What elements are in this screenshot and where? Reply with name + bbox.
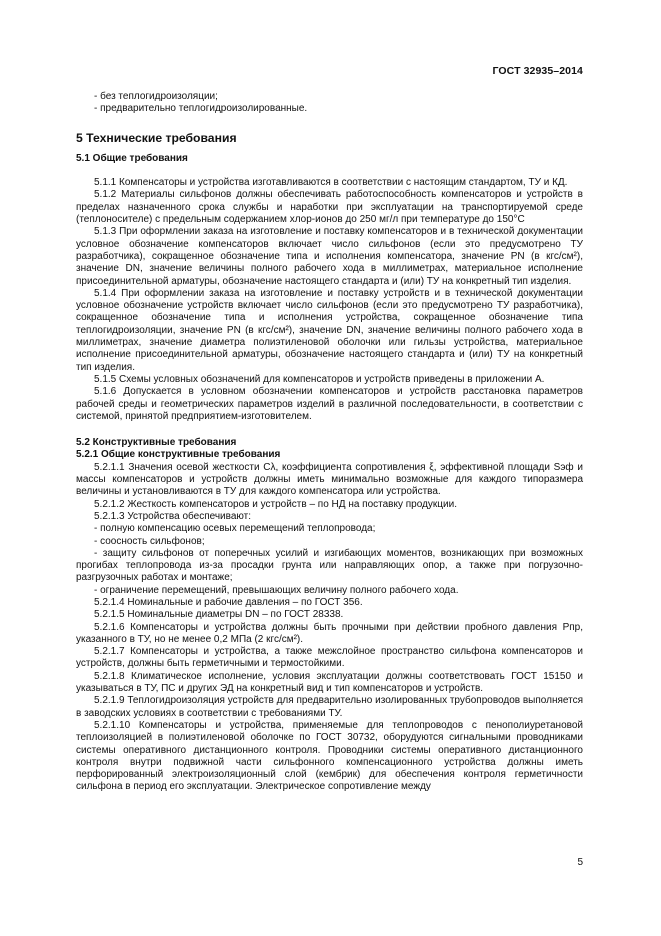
standard-designation: ГОСТ 32935–2014 xyxy=(492,65,583,77)
subsection-heading: 5.2 Конструктивные требования xyxy=(76,437,237,449)
list-item: - полную компенсацию осевых перемещений теплопровода; xyxy=(94,523,376,535)
list-item: - соосность сильфонов; xyxy=(94,535,205,547)
paragraph-5-2-1-7: 5.2.1.7 Компенсаторы и устройства, а также межслойное пространство сильфона компенсаторов и устройств, должны быть герметичными и термостойкими. xyxy=(76,646,583,670)
paragraph-5-2-1-3: 5.2.1.3 Устройства обеспечивают: xyxy=(94,510,252,522)
page-number: 5 xyxy=(577,857,583,868)
paragraph-5-2-1-6: 5.2.1.6 Компенсаторы и устройства должны быть прочными при действии пробного давления Pпр, указанного в ТУ, но не менее 0,2 МПа (2 кгс/см²). xyxy=(76,621,583,645)
paragraph-5-2-1-2: 5.2.1.2 Жесткость компенсаторов и устройств – по НД на поставку продукции. xyxy=(94,498,457,510)
list-item: - ограничение перемещений, превышающих величину полного рабочего хода. xyxy=(94,584,459,596)
paragraph-5-2-1-10: 5.2.1.10 Компенсаторы и устройства, применяемые для теплопроводов с пенополиуретановой теплоизоляцией в полиэтиленовой оболочке по ГОСТ 30732, оборудуются сигнальными проводниками системы оперативного дистанционного контроля. Проводники системы оперативного дистанционного контроля внутри подвижной части сильфонного компенсационного устройства должны иметь перфорированный электроизоляционный слой (кембрик) для обеспечения контроля герметичности сильфона в период его эксплуатации. Электрическое сопротивление между xyxy=(76,719,583,793)
document-body xyxy=(76,91,583,794)
paragraph-5-1-2: 5.1.2 Материалы сильфонов должны обеспечивать работоспособность компенсаторов и устройств в пределах назначенного срока службы и наработки при эксплуатации на транспортируемой среде (теплоносителе) с предельным содержанием хлор-ионов до 250 мг/л при температуре до 150°С xyxy=(76,189,583,226)
paragraph-5-1-3: 5.1.3 При оформлении заказа на изготовление и поставку компенсаторов и в технической документации условное обозначение компенсаторов включает число сильфонов (если это предусмотрено ТУ разработчика), сокращенное обозначение типа и исполнения компенсатора, значение PN (в кгс/см²), значение DN, значение величины полного рабочего хода в миллиметрах, материальное исполнение присоединительной арматуры, обозначение настоящего стандарта и (или) ТУ на конкретный тип изделия. xyxy=(76,226,583,287)
paragraph-5-2-1-4: 5.2.1.4 Номинальные и рабочие давления – по ГОСТ 356. xyxy=(94,596,363,608)
clause-heading: 5.2.1 Общие конструктивные требования xyxy=(76,449,281,461)
subsection-heading: 5.1 Общие требования xyxy=(76,152,188,164)
section-heading: 5 Технические требования xyxy=(76,130,237,145)
paragraph-5-1-4: 5.1.4 При оформлении заказа на изготовление и поставку устройств и в технической документации условное обозначение устройств включает число сильфонов (если это предусмотрено ТУ разработчика), сокращенное обозначение типа и исполнения устройства, сокращенное обозначение типа теплогидроизоляции, значение PN (в кгс/см²), значение DN, значение величины полного рабочего хода в миллиметрах, значение диаметра полиэтиленовой оболочки или гильзы устройства, материальное исполнение присоединительной арматуры, обозначение настоящего стандарта и (или) ТУ на конкретный тип изделия. xyxy=(76,287,583,373)
list-item: - без теплогидроизоляции; xyxy=(94,91,218,102)
paragraph-5-2-1-9: 5.2.1.9 Теплогидроизоляция устройств для предварительно изолированных трубопроводов выполняется в заводских условиях в соответствии с требованиями ТУ. xyxy=(76,695,583,719)
paragraph-5-1-6: 5.1.6 Допускается в условном обозначении компенсаторов и устройств расстановка параметров рабочей среды и геометрических параметров изделий в различной последовательности, в соответствии с системой, принятой предприятием-изготовителем. xyxy=(76,386,583,422)
list-item: - предварительно теплогидроизолированные. xyxy=(94,103,308,115)
paragraph-5-2-1-1: 5.2.1.1 Значения осевой жесткости Cλ, коэффициента сопротивления ξ, эффективной площади Sэф и массы компенсаторов и устройств должны иметь минимально возможные для каждого типоразмера величины и установливаются в ТУ для каждого компенсатора или устройства. xyxy=(76,461,583,498)
paragraph-5-1-5: 5.1.5 Схемы условных обозначений для компенсаторов и устройств приведены в приложении А. xyxy=(94,373,545,385)
list-item: - защиту сильфонов от поперечных усилий и изгибающих моментов, возникающих при возможных прогибах теплопровода из-за просадки грунта или направляющих опор, а также при погрузочно-разгрузочных работах и монтаже; xyxy=(76,547,583,584)
paragraph-5-2-1-8: 5.2.1.8 Климатическое исполнение, условия эксплуатации должны соответствовать ГОСТ 15150 и указываться в ТУ, ПС и других ЭД на конкретный вид и тип компенсаторов и устройств. xyxy=(76,670,583,695)
paragraph-5-2-1-5: 5.2.1.5 Номинальные диаметры DN – по ГОСТ 28338. xyxy=(94,609,344,621)
paragraph-5-1-1: 5.1.1 Компенсаторы и устройства изготавливаются в соответствии с настоящим стандартом, ТУ и КД. xyxy=(94,177,568,189)
